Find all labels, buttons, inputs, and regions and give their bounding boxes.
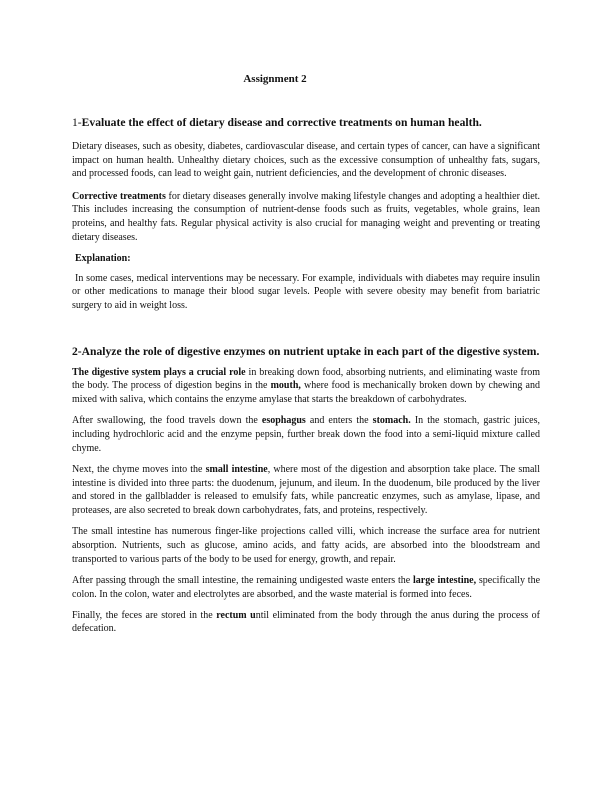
section1-paragraph-1: Dietary diseases, such as obesity, diabetes, cardiovascular disease, and certain types of cancer, can have a significant impact on human health. Unhealthy dietary choices, such as the excessive consumption of unhealthy fats, sugars, and processed foods, can lead to weight gain, nutrient deficiencies, and the development of chronic diseases. — [72, 141, 540, 180]
paragraph-text: specifically the colon. In the colon, water and electrolytes are absorbed, and the waste material is formed into feces. — [72, 574, 541, 600]
section2-paragraph-1 — [72, 366, 540, 407]
paragraph-text: , where most of the digestion and absorption take place. The small intestine is divided into three parts: the duodenum, jejunum, and ileum. In the duodenum, bile produced by the liver and stored in the gallbladder is released to emulsify fats, while pancreatic enzymes, such as amylase, lipase, and proteases, are also secreted to break down carbohydrates, fats, and proteins, respectively. — [72, 463, 540, 517]
page-title: Assignment 2 — [243, 73, 307, 85]
document-page — [72, 72, 540, 636]
paragraph-text: in breaking down food, absorbing nutrients, and eliminating waste from the body. The process of digestion begins in the — [72, 366, 540, 392]
paragraph-text: After passing through the small intestine, the remaining undigested waste enters the — [72, 574, 414, 586]
section2-heading: 2-Analyze the role of digestive enzymes on nutrient uptake in each part of the digestive system. — [72, 344, 540, 358]
bold-term: Corrective treatments — [72, 190, 166, 202]
bold-term: rectum u — [216, 609, 256, 621]
section1-heading — [72, 115, 540, 131]
paragraph-text: Finally, the feces are stored in the — [72, 609, 217, 621]
section1-paragraph-3: In some cases, medical interventions may be necessary. For example, individuals with diabetes may require insulin or other medications to manage their blood sugar levels. People with severe obesity may benefit from bariatric surgery to aid in weight loss. — [72, 272, 540, 312]
paragraph-text: Next, the chyme moves into the — [72, 463, 206, 475]
bold-term: mouth, — [270, 380, 301, 392]
explanation-label: Explanation: — [75, 253, 131, 265]
section2-paragraph-3 — [72, 463, 540, 518]
section2 — [72, 344, 540, 636]
bold-term: The digestive system plays a crucial role — [72, 366, 246, 378]
bold-term: small intestine — [205, 463, 268, 475]
bold-term: stomach. — [372, 415, 411, 427]
section1-number: 1- — [72, 116, 82, 129]
paragraph-text: ntil eliminated from the body through the anus during the process of defecation. — [72, 609, 540, 635]
section1-heading-text: Evaluate the effect of dietary disease and corrective treatments on human health. — [81, 116, 482, 129]
paragraph-text: and enters the — [305, 415, 373, 427]
paragraph-text: where food is mechanically broken down by chewing and mixed with saliva, which contains the enzyme amylase that starts the breakdown of carbohydrates. — [72, 380, 540, 406]
section2-paragraph-6 — [72, 609, 540, 636]
section2-paragraph-4: The small intestine has numerous finger-like projections called villi, which increase the surface area for nutrient absorption. Nutrients, such as glucose, amino acids, and fatty acids, are absorbed into the bloodstream and transported to various parts of the body to be used for energy, growth, and repair. — [72, 526, 540, 565]
bold-term: esophagus — [261, 415, 306, 427]
bold-term: large intestine, — [413, 574, 477, 586]
paragraph-text: for dietary diseases generally involve making lifestyle changes and adopting a healthier diet. This includes increasing the consumption of nutrient-dense foods such as fruits, vegetables, whole grains, lean proteins, and healthy fats. Regular physical activity is also crucial for managing weight and preventing or treating dietary diseases. — [72, 190, 541, 243]
section2-paragraph-2 — [72, 414, 540, 455]
paragraph-text: After swallowing, the food travels down the — [72, 415, 262, 427]
section2-paragraph-5 — [72, 574, 540, 601]
paragraph-text: In the stomach, gastric juices, including hydrochloric acid and the enzyme pepsin, further break down the food into a semi-liquid mixture called chyme. — [72, 415, 540, 454]
section1-paragraph-2 — [72, 190, 540, 245]
